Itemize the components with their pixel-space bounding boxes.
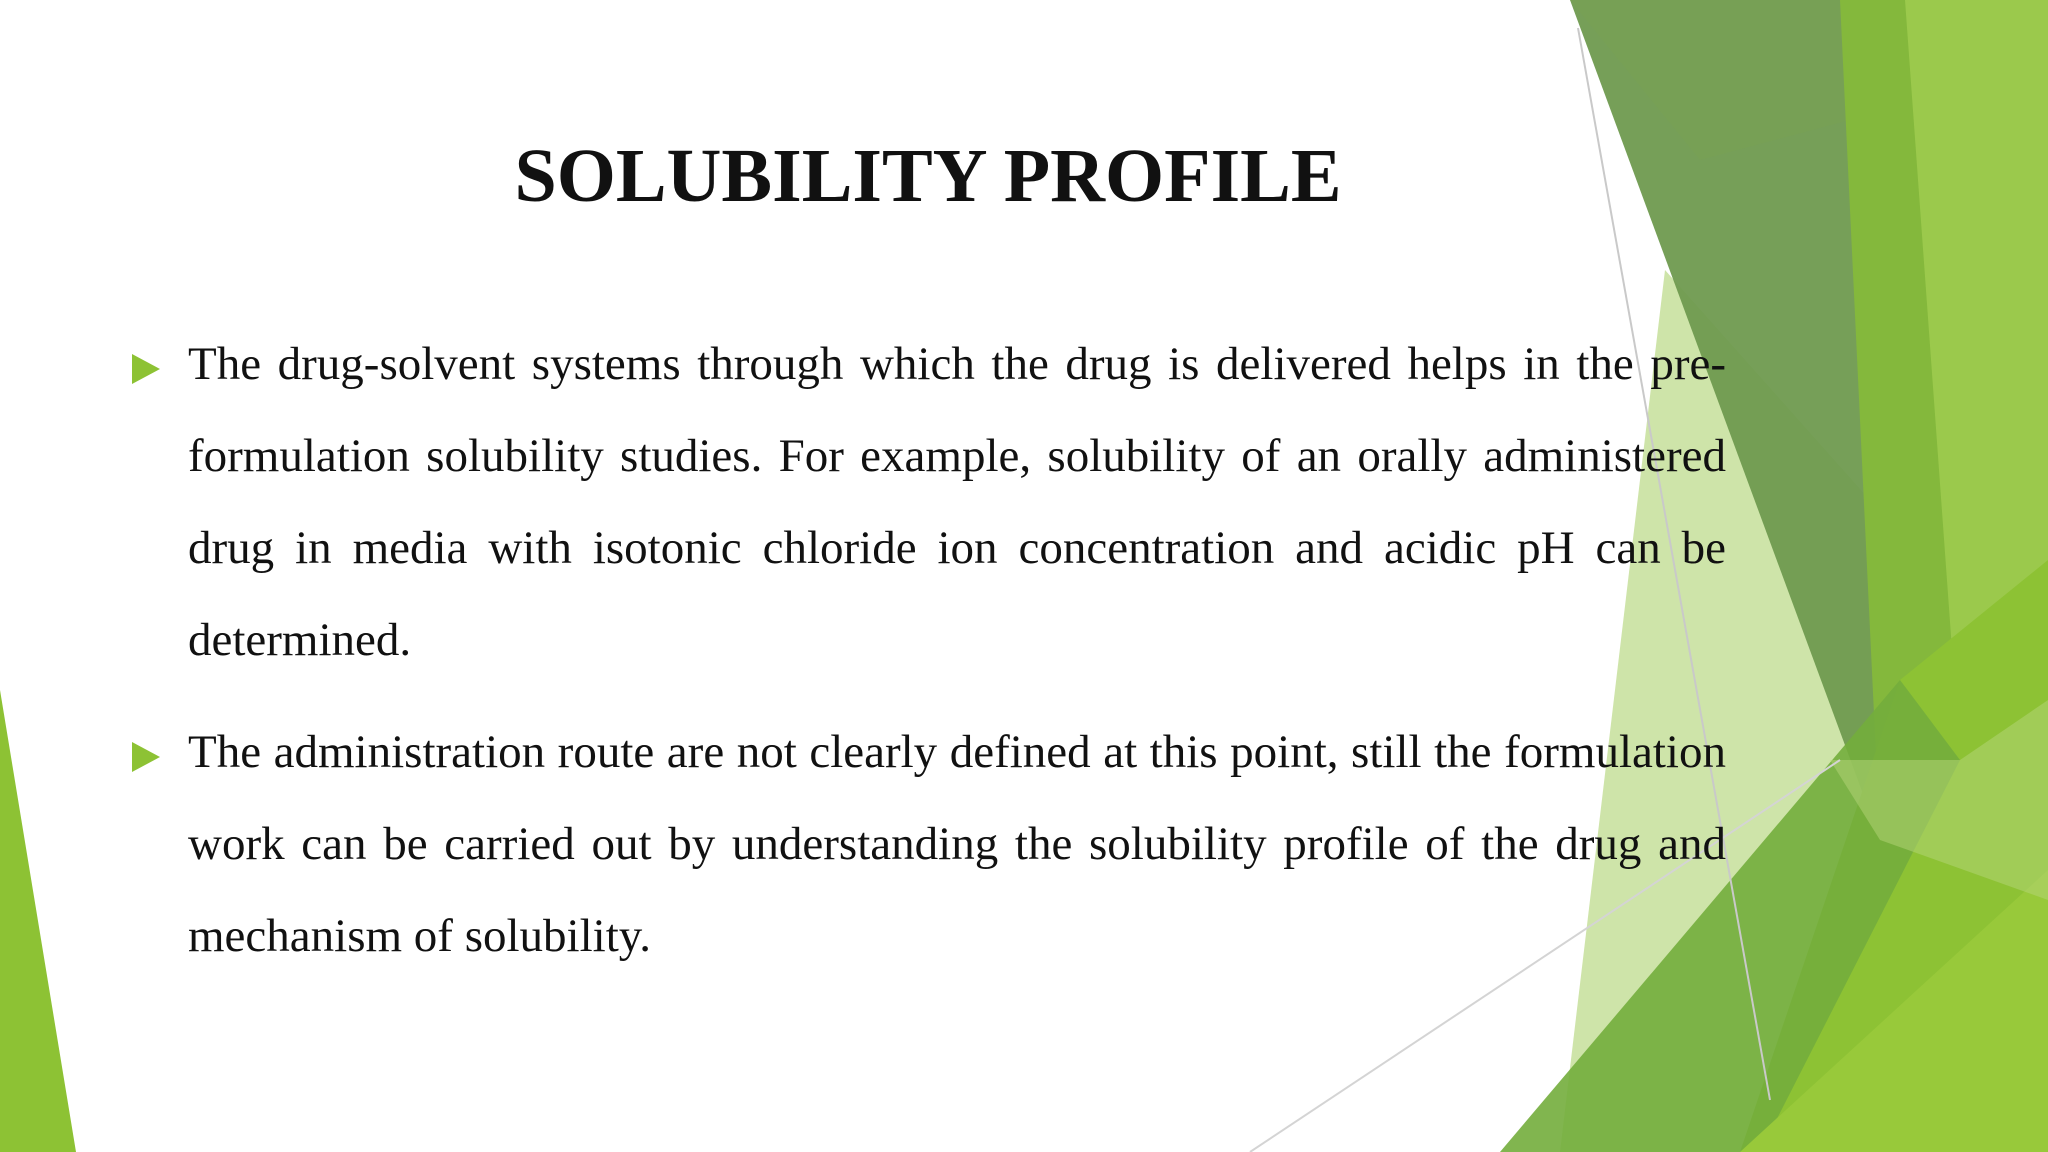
triangle-bullet-icon <box>132 354 160 384</box>
bullet-item <box>130 706 1726 982</box>
left-green-sliver <box>0 690 76 1152</box>
bullet-text: The administration route are not clearly defined at this point, still the formulation work can be carried out by understanding the solubility profile of the drug and mechanism of solubility. <box>188 726 1726 962</box>
bullet-item <box>130 318 1726 686</box>
triangle-bullet-icon <box>132 742 160 772</box>
slide-title: SOLUBILITY PROFILE <box>514 134 1342 218</box>
bullet-list <box>130 318 1726 1002</box>
bullet-text: The drug-solvent systems through which the drug is delivered helps in the pre-formulation solubility studies. For example, solubility of an orally administered drug in media with isotonic chloride ion concentration and acidic pH can be determined. <box>188 338 1726 666</box>
